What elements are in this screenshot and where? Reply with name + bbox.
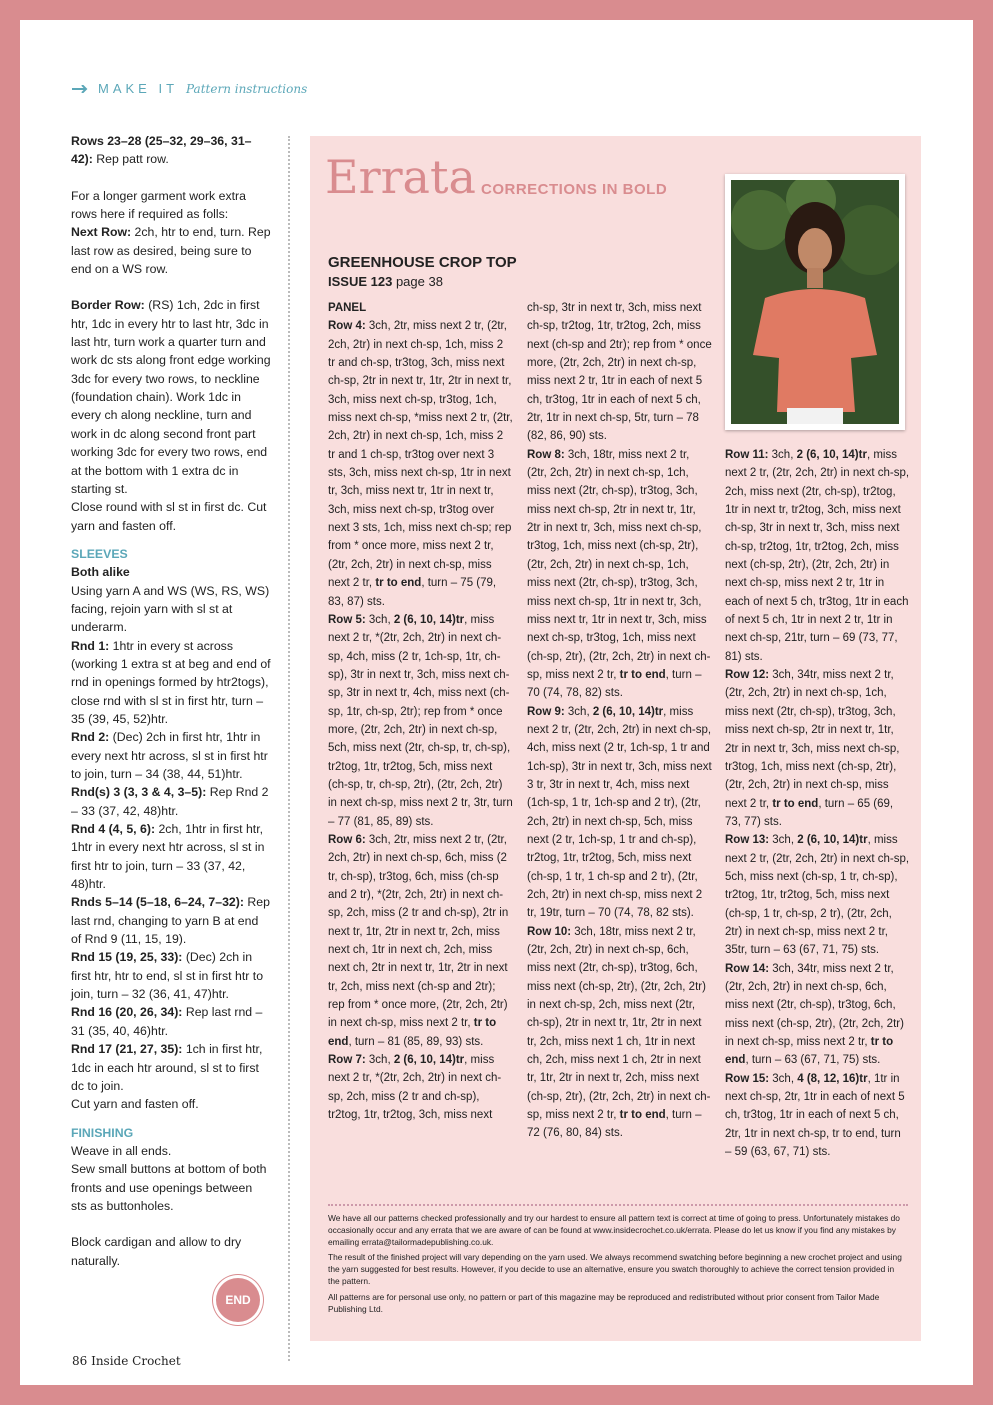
body-text: Close round with sl st in first dc. Cut yarn and fasten off. (71, 500, 267, 533)
bold-text: 2 (6, 10, 14)tr (797, 834, 868, 847)
photo-illustration (731, 180, 899, 424)
bold-text: Both alike (71, 565, 130, 580)
spacer (71, 278, 271, 296)
text-paragraph (328, 299, 513, 317)
text-paragraph (71, 820, 271, 893)
spacer (71, 169, 271, 187)
body-text: For a longer garment work extra rows here if required as folls: (71, 188, 246, 222)
errata-notes (328, 1204, 908, 1319)
bold-text: Row 5: (328, 613, 366, 626)
body-text: 3ch, 2tr, miss next 2 tr, (2tr, 2ch, 2tr) in next ch-sp, 1ch, miss 2 tr and ch-sp, tr3tog, 3ch, miss next ch-sp, 2tr in next tr, 1tr, 2tr in next tr, 3ch, miss next ch-sp, tr3tog, 1ch, miss next ch-sp, *miss next 2 tr, (2tr, 2ch, 2tr) in next ch-sp, 1ch, miss 2 tr and 1 ch-sp, tr3tog over next 3 sts, 3ch, miss next ch-sp, 1tr in next tr, 3ch, miss next tr, 1tr in next tr, 3ch, miss next ch-sp, tr3tog over next 3 sts, 1ch, miss next ch-sp; rep from * once more, miss next 2 tr, (2tr, 2ch, 2tr) in next ch-sp, miss next 2 tr, (328, 320, 513, 590)
body-text: Rep Rnd 2 – 33 (37, 42, 48)htr. (71, 785, 269, 818)
text-paragraph (71, 498, 271, 535)
body-text: (RS) 1ch, 2dc in first htr, 1dc in every htr to last htr, 3dc in last htr, turn work a quarter turn and work dc sts along front edge working 3dc for every two rows, to neckline (foundation chain). Work 1dc in every ch along neckline, turn and work in dc along second front part working 3dc for every two rows, end at the bottom with 1 extra dc in starting st. (71, 298, 271, 496)
bold-text: tr to end (619, 668, 666, 681)
body-text: 3ch, 18tr, miss next 2 tr, (2tr, 2ch, 2tr) in next ch-sp, 1ch, miss next (2tr, ch-sp), tr3tog, 3ch, miss next ch-sp, 2tr in next tr, 1tr, 2tr in next tr, 3ch, miss next ch-sp, tr3tog, 1ch, miss next (ch-sp, 2tr), (2tr, 2ch, 2tr) in next ch-sp, 1ch, miss next (2tr, ch-sp), tr3tog, 3ch, miss next ch-sp, 1tr in next tr, 3ch, miss next tr, 1tr in next tr, 3ch, miss next ch-sp, tr3tog, 1ch, miss next (ch-sp, 2tr), (2tr, 2ch, 2tr) in next ch-sp, miss next 2 tr, (527, 448, 711, 681)
bold-text: 2 (6, 10, 14)tr (393, 613, 465, 626)
section-subtitle: Pattern instructions (186, 81, 308, 96)
bold-text: Row 9: (527, 705, 565, 718)
text-paragraph (71, 783, 271, 820)
body-text: Rep last rnd, changing to yarn B at end of Rnd 9 (11, 15, 19). (71, 895, 270, 947)
bold-text: Rnd(s) 3 (3, 3 & 4, 3–5): (71, 785, 207, 800)
arrow-icon (72, 85, 90, 93)
text-paragraph (71, 1095, 271, 1113)
bold-text: Next Row: (71, 225, 132, 240)
bold-text: Row 6: (328, 833, 366, 846)
body-text: (Dec) 2ch in first htr, 1htr in every next htr across, sl st in first htr to join, turn – 34 (38, 44, 51)htr. (71, 730, 268, 781)
page-header (72, 81, 307, 96)
body-text: 1htr in every st across (working 1 extra st at beg and end of rnd in openings formed by htr2togs), close rnd with sl st in first htr, turn – 35 (39, 45, 52)htr. (71, 638, 271, 726)
body-text: 3ch, 34tr, miss next 2 tr, (2tr, 2ch, 2tr) in next ch-sp, 6ch, miss next (2tr, ch-sp), tr3tog, 6ch, miss next (ch-sp, 2tr), (2tr, 2ch, 2tr) in next ch-sp, miss next 2 tr, (725, 962, 904, 1048)
bold-text: 2 (6, 10, 14)tr (796, 449, 867, 461)
bold-text: tr to end (772, 797, 819, 810)
text-paragraph (71, 582, 271, 637)
errata-title: Errata (325, 150, 476, 204)
text-paragraph (71, 296, 271, 498)
body-text: , turn – 70 (74, 78, 82) sts. (527, 668, 702, 700)
bold-text: Rnd 1: (71, 638, 110, 653)
body-text: Sew small buttons at bottom of both fronts and use openings between sts as buttonholes. (71, 1162, 267, 1213)
text-paragraph (71, 1040, 271, 1095)
body-text: Using yarn A and WS (WS, RS, WS) facing, rejoin yarn with sl st at underarm. (71, 583, 270, 635)
text-paragraph (71, 1233, 271, 1270)
bold-text: Border Row: (71, 298, 145, 313)
note-paragraph: We have all our patterns checked professionally and try our hardest to ensure all pattern text is correct at time of going to press. Unfortunately mistakes do occasionally occur and any errata that we are aware of can be found at www.insidecrochet.co.uk/errata. Please do let us know if you find any mistakes by emailing errata@tailormadepublishing.co.uk. (328, 1213, 900, 1247)
bold-text: Row 8: (527, 448, 565, 461)
bold-text: Row 11: (725, 449, 769, 461)
issue-number: ISSUE 123 (328, 274, 393, 289)
bold-text: tr to end (619, 1109, 666, 1122)
body-text: Block cardigan and allow to dry naturally. (71, 1235, 242, 1268)
text-paragraph (71, 1142, 271, 1160)
body-text: , miss next 2 tr, (2tr, 2ch, 2tr) in next ch-sp, 5ch, miss next (ch-sp, 1 tr, ch-sp), tr2tog, 1tr, tr2tog, 5ch, miss next (ch-sp, 1 tr, ch-sp, 2 tr), (2tr, 2ch, 2tr) in next ch-sp, miss next 2 tr, 35tr, turn – 63 (67, 71, 75) sts. (725, 834, 910, 957)
section-heading: FINISHING (71, 1125, 134, 1140)
body-text: , turn – 65 (69, 73, 77) sts. (725, 797, 894, 828)
text-paragraph (725, 960, 910, 1070)
body-text: ch-sp, 3tr in next tr, 3ch, miss next ch-sp, tr2tog, 1tr, tr2tog, 2ch, miss next (ch-sp and 2tr); rep from * once more, (2tr, 2ch, 2tr) in next ch-sp, miss next 2 tr, 1tr in each of next 5 ch, tr3tog, 1tr in each of next 5 ch, 2tr, 1tr in next ch-sp, 5tr, turn – 78 (82, 86, 90) sts. (527, 302, 712, 443)
text-paragraph (328, 831, 513, 1051)
bold-text: PANEL (328, 302, 367, 314)
pattern-name: GREENHOUSE CROP TOP (328, 254, 517, 271)
bold-text: Row 10: (527, 925, 572, 938)
text-paragraph (71, 948, 271, 1003)
body-text: Cut yarn and fasten off. (71, 1097, 199, 1112)
text-paragraph (725, 1070, 910, 1162)
issue-page: page 38 (392, 274, 443, 289)
text-paragraph (328, 317, 513, 611)
bold-text: Row 4: (328, 320, 366, 333)
text-paragraph (71, 223, 271, 278)
body-text: 2ch, htr to end, turn. Rep last row as desired, being sure to end on a WS row. (71, 225, 271, 277)
issue-ref (328, 274, 443, 289)
bold-text: 2 (6, 10, 14)tr (393, 1054, 465, 1067)
body-text: 1ch in first htr, 1dc in each htr around, sl st to first dc to join. (71, 1042, 263, 1093)
body-text: Rep patt row. (92, 152, 169, 167)
body-text: , turn – 81 (85, 89, 93) sts. (348, 1035, 484, 1048)
body-text: , turn – 63 (67, 71, 75) sts. (745, 1054, 881, 1067)
body-text: 3ch, (769, 1072, 798, 1085)
note-paragraph: All patterns are for personal use only, no pattern or part of this magazine may be reproduced and redistributed without prior consent from Tailor Made Publishing Ltd. (328, 1291, 880, 1314)
model-photo (725, 174, 905, 430)
errata-subtitle: CORRECTIONS IN BOLD (481, 181, 668, 198)
text-paragraph (71, 1003, 271, 1040)
body-text: 3ch, 18tr, miss next 2 tr, (2tr, 2ch, 2tr) in next ch-sp, 6ch, miss next (2tr, ch-sp), tr3tog, 6ch, miss next (ch-sp, 2tr), (2tr, 2ch, 2tr) in next ch-sp, 2ch, miss next (2tr, ch-sp), 2tr in next tr, 1tr, 2tr in next tr, 2ch, miss next 1 ch, 1tr in next ch, 2ch, miss next 1 ch, 2tr in next tr, 1tr, 2tr in next tr, 2ch, miss next (ch-sp, 2tr), (2tr, 2ch, 2tr) in next ch-sp, miss next 2 tr, (527, 925, 711, 1122)
bold-text: Rnd 4 (4, 5, 6): (71, 822, 156, 837)
page-footer: 86 Inside Crochet (72, 1354, 181, 1368)
left-column (71, 132, 271, 1270)
text-paragraph (527, 299, 712, 446)
text-paragraph (725, 666, 910, 831)
spacer (71, 1215, 271, 1233)
text-paragraph (71, 728, 271, 783)
bold-text: Row 14: (725, 962, 770, 975)
bold-text: tr to end (375, 577, 422, 590)
text-paragraph (328, 1051, 513, 1124)
body-text: 3ch, (365, 613, 394, 626)
text-paragraph (527, 703, 712, 923)
note-paragraph: The result of the finished project will vary depending on the yarn used. We always recommend swatching before beginning a new crochet project and using the yarn suggested for best results. However, if you decide to use an alternative, ensure you swatch thoroughly to achieve the correct tension provided in the pattern. (328, 1252, 902, 1286)
errata-column-1 (328, 299, 513, 1124)
text-paragraph (527, 923, 712, 1143)
bold-text: Rnds 5–14 (5–18, 6–24, 7–32): (71, 895, 244, 910)
body-text: 3ch, (365, 1054, 394, 1067)
text-paragraph (527, 446, 712, 703)
text-paragraph (71, 563, 271, 581)
bold-text: Rows 23–28 (25–32, 29–36, 31–42): (71, 134, 252, 167)
text-paragraph (71, 1160, 271, 1215)
end-badge: END (216, 1278, 260, 1322)
body-text: , miss next 2 tr, (2tr, 2ch, 2tr) in next ch-sp, 2ch, miss next (2tr, ch-sp), tr2tog, 1tr in next tr, tr2tog, 3ch, miss next ch-sp, 3tr in next tr, 3ch, miss next ch-sp, tr2tog, 1tr, tr2tog, 2ch, miss next (ch-sp, 2tr), (2tr, 2ch, 2tr) in next ch-sp, miss next 2 tr, 1tr in each of next 5 ch, tr3tog, 1tr in each of next 5 ch, 1tr in next 2 tr, 1tr in next ch-sp, 21tr, turn – 69 (73, 77, 81) sts. (725, 449, 910, 663)
bold-text: Rnd 15 (19, 25, 33): (71, 950, 183, 965)
bold-text: Rnd 17 (21, 27, 35): (71, 1042, 183, 1057)
body-text: , turn – 72 (76, 80, 84) sts. (527, 1109, 702, 1140)
body-text: Weave in all ends. (71, 1143, 172, 1158)
bold-text: Row 13: (725, 834, 770, 847)
text-paragraph (328, 611, 513, 831)
body-text: 3ch, (768, 449, 797, 461)
bold-text: tr to end (725, 1036, 894, 1067)
bold-text: Row 7: (328, 1054, 366, 1067)
section-heading: SLEEVES (71, 546, 128, 561)
body-text: , miss next 2 tr, *(2tr, 2ch, 2tr) in next ch-sp, 4ch, miss (2 tr, 1ch-sp, 1tr, ch-sp), 3tr in next tr, 3ch, miss next ch-sp, 3tr in next tr, 4ch, miss next (ch-sp, 1tr, ch-sp, 2tr); rep from * once more, (2tr, 2ch, 2tr) in next ch-sp, 5ch, miss next (2tr, ch-sp, tr, ch-sp), tr2tog, 1tr, tr2tog, 5ch, miss next (ch-sp, tr, ch-sp, 2tr), (2tr, 2ch, 2tr) in next ch-sp, miss next 2 tr, 3tr, turn – 77 (81, 85, 89) sts. (328, 613, 513, 828)
bold-text: 4 (8, 12, 16)tr (797, 1072, 868, 1085)
text-paragraph (71, 187, 271, 224)
body-text: 3ch, 34tr, miss next 2 tr, (2tr, 2ch, 2tr) in next ch-sp, 1ch, miss next (2tr, ch-sp), tr3tog, 3ch, miss next ch-sp, 2tr in next tr, 1tr, 2tr in next tr, 3ch, miss next ch-sp, tr3tog, 1ch, miss next (ch-sp, 2tr), (2tr, 2ch, 2tr) in next ch-sp, miss next 2 tr, (725, 669, 900, 810)
body-text: (Dec) 2ch in first htr, htr to end, sl st in first htr to join, turn – 32 (36, 41, 47)htr. (71, 950, 264, 1002)
text-paragraph (71, 893, 271, 948)
body-text: , miss next 2 tr, *(2tr, 2ch, 2tr) in next ch-sp, 2ch, miss (2 tr and ch-sp), tr2tog, 1tr, tr2tog, 3ch, miss next (328, 1054, 502, 1122)
text-paragraph (725, 831, 910, 959)
errata-column-3 (725, 446, 910, 1161)
text-paragraph (725, 446, 910, 666)
section-label: MAKE IT (98, 81, 179, 96)
body-text: Rep last rnd – 31 (35, 40, 46)htr. (71, 1005, 263, 1038)
bold-text: Rnd 16 (20, 26, 34): (71, 1005, 183, 1020)
text-paragraph (71, 132, 271, 169)
bold-text: 2 (6, 10, 14)tr (592, 705, 664, 718)
column-divider (288, 136, 290, 1361)
text-paragraph (71, 637, 271, 729)
body-text: , miss next 2 tr, (2tr, 2ch, 2tr) in next ch-sp, 4ch, miss next (2 tr, 1ch-sp, 1 tr and 1ch-sp), 3tr in next tr, 3ch, miss next 3 tr, 3tr in next tr, 4ch, miss next (1ch-sp, 1 tr, 1ch-sp and 2 tr), (2tr, 2ch, 2tr) in next ch-sp, 5ch, miss next (2 tr, 1ch-sp, 1 tr and ch-sp), tr2tog, 1tr, tr2tog, 5ch, miss next (ch-sp, 1 tr, 1 ch-sp and 2 tr), (2tr, 2ch, 2tr) in next ch-sp, miss next 2 tr, 19tr, turn – 70 (74, 78, 82 sts). (527, 705, 712, 920)
body-text: 3ch, (769, 834, 798, 847)
body-text: 3ch, (564, 705, 593, 718)
errata-panel (310, 136, 921, 1341)
errata-column-2 (527, 299, 712, 1143)
bold-text: Row 12: (725, 669, 770, 682)
body-text: , turn – 75 (79, 83, 87) sts. (328, 577, 497, 608)
body-text: 2ch, 1htr in first htr, 1htr in every next htr across, sl st in first htr to join, turn – 33 (37, 42, 48)htr. (71, 822, 265, 892)
body-text: 3ch, 2tr, miss next 2 tr, (2tr, 2ch, 2tr) in next ch-sp, 6ch, miss (2 tr, ch-sp), tr3tog, 6ch, miss (ch-sp and 2 tr), *(2tr, 2ch, 2tr) in next ch-sp, 2ch, miss (2 tr and ch-sp), 2tr in next tr, 1tr, 2tr in next tr, 2ch, miss next ch, 1tr in next ch, 2ch, miss next ch, 2tr in next tr, 1tr, 2tr in next tr, 2ch, miss next (ch-sp and 2tr); rep from * once more, (2tr, 2ch, 2tr) in next ch-sp, miss next 2 tr, (328, 833, 509, 1030)
bold-text: Rnd 2: (71, 730, 110, 745)
bold-text: Row 15: (725, 1072, 770, 1085)
page (20, 20, 973, 1385)
body-text: , 1tr in next ch-sp, 2tr, 1tr in each of next 5 ch, tr3tog, 1tr in each of next 5 ch, 2tr, 1tr in next ch-sp, tr to end, turn – 59 (63, 67, 71) sts. (725, 1072, 905, 1159)
bold-text: tr to end (328, 1017, 497, 1048)
